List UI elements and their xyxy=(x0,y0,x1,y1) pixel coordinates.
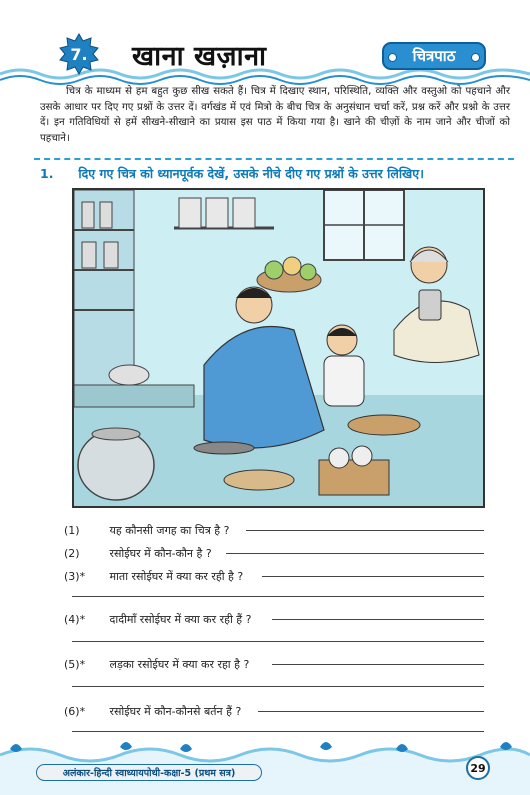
question-number: (3)* xyxy=(64,570,86,583)
kitchen-illustration xyxy=(72,188,485,508)
exercise-heading xyxy=(40,165,520,182)
question-5 xyxy=(64,657,249,672)
answer-line-3a[interactable] xyxy=(262,576,484,577)
question-2 xyxy=(64,546,212,561)
answer-line-5b[interactable] xyxy=(72,686,484,687)
question-text: लड़का रसोईघर में क्या कर रहा है ? xyxy=(109,658,250,671)
answer-line-3b[interactable] xyxy=(72,596,484,597)
kitchen-scene-drawing xyxy=(74,190,483,506)
question-4 xyxy=(64,612,251,627)
chapter-title: खाना खज़ाना xyxy=(132,41,267,72)
exercise-number: 1. xyxy=(40,166,54,181)
question-number: (5)* xyxy=(64,658,86,671)
answer-line-6b[interactable] xyxy=(72,731,484,732)
question-number: (2) xyxy=(64,547,80,560)
question-6 xyxy=(64,704,241,719)
exercise-instruction: दिए गए चित्र को ध्यानपूर्वक देखें, उसके नीचे दीए गए प्रश्नों के उत्तर लिखिए। xyxy=(78,166,424,181)
section-divider xyxy=(34,158,514,160)
question-text: रसोईघर में कौन-कौन है ? xyxy=(109,547,212,560)
question-number: (1) xyxy=(64,524,80,537)
intro-paragraph: चित्र के माध्यम से हम बहुत कुछ सीख सकते हैं। चित्र में दिखाए स्थान, परिस्थिति, व्यक्ति और वस्तुओ को पहचाने और उसके आधार पर दिए गए प्रश्नों के उत्तर दें। वर्गखंड में एवं मित्रो के बीच चित्र के अनुसंधान चर्चा करें, प्रश्न करें और प्रश्नो के उत्तर दें। इन गतिविधियों से हमें सीखने-सीखाने का प्रयास इस पाठ में किया गया है। खाने की चीज़ों के नाम जाने और चीजों को पहचाने। xyxy=(40,86,510,144)
chapter-number: 7. xyxy=(70,44,88,64)
answer-line-1[interactable] xyxy=(246,530,484,531)
page-number: 29 xyxy=(466,756,490,780)
question-number: (4)* xyxy=(64,613,86,626)
chapter-type-tag xyxy=(382,42,486,70)
question-number: (6)* xyxy=(64,705,86,718)
question-text: माता रसोईघर में क्या कर रही है ? xyxy=(109,570,244,583)
answer-line-4a[interactable] xyxy=(272,619,484,620)
question-1 xyxy=(64,523,229,538)
question-text: यह कौनसी जगह का चित्र है ? xyxy=(109,524,230,537)
answer-line-6a[interactable] xyxy=(258,711,484,712)
answer-line-2[interactable] xyxy=(226,553,484,554)
tag-dot-left xyxy=(388,53,397,62)
answer-line-5a[interactable] xyxy=(272,664,484,665)
question-text: रसोईघर में कौन-कौनसे बर्तन हैं ? xyxy=(109,705,242,718)
answer-line-4b[interactable] xyxy=(72,641,484,642)
question-3 xyxy=(64,569,243,584)
chapter-type-label: चित्रपाठ xyxy=(412,47,456,65)
question-text: दादीमाँ रसोईघर में क्या कर रही हैं ? xyxy=(109,613,252,626)
book-label: अलंकार-हिन्दी स्वाध्यायपोथी-कक्षा-5 (प्रथम सत्र) xyxy=(36,764,262,781)
tag-dot-right xyxy=(471,53,480,62)
